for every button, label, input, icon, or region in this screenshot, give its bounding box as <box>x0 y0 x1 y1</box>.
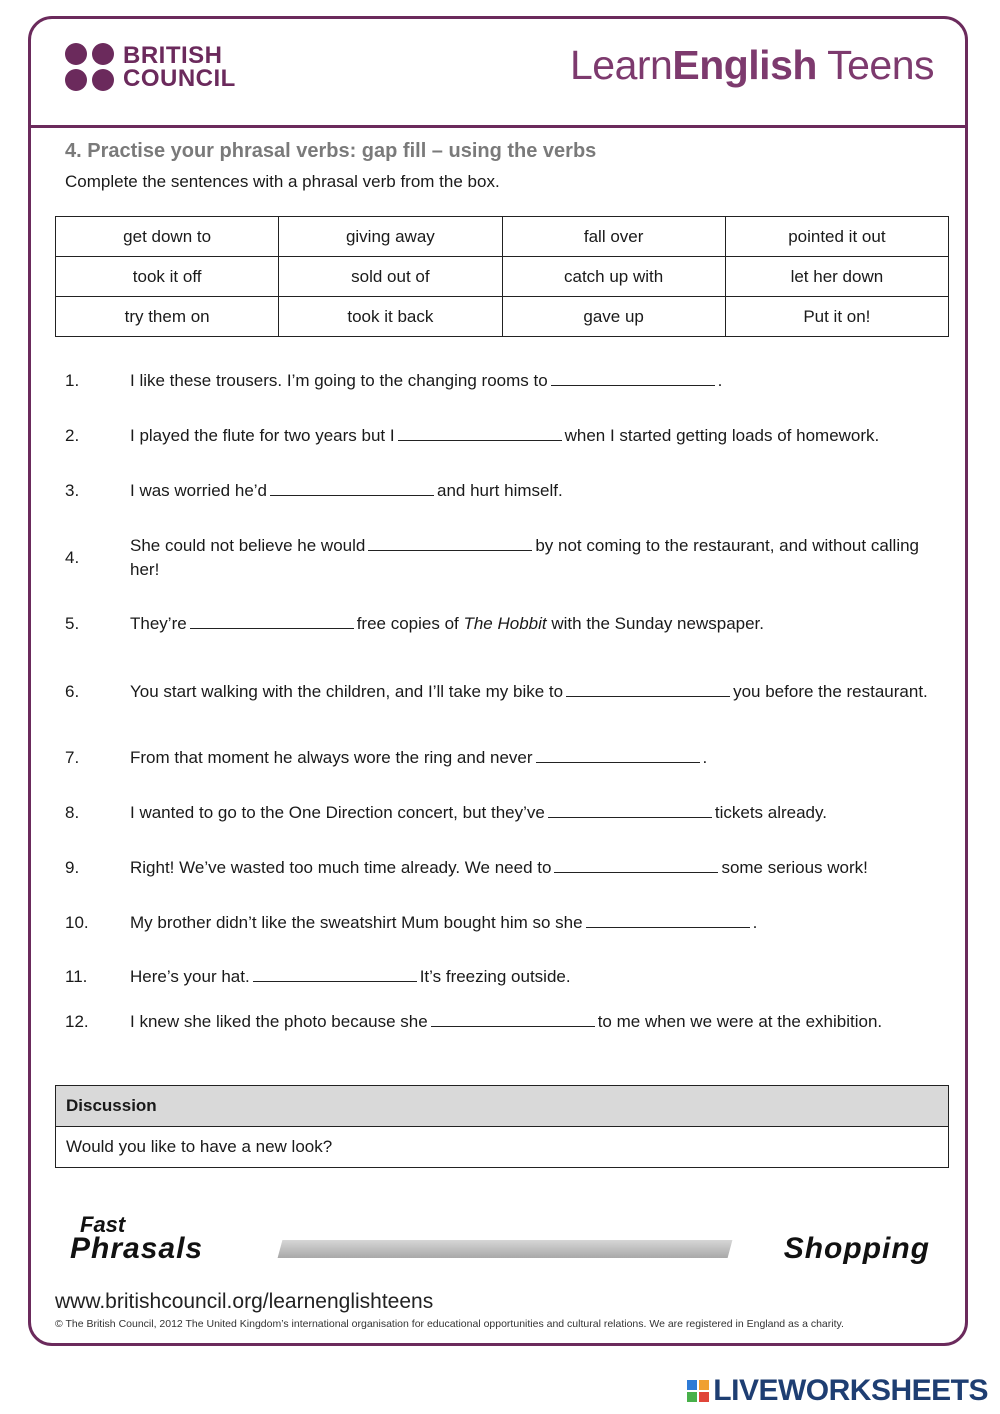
question-text-after: . <box>702 748 708 767</box>
question-number: 2. <box>65 426 80 445</box>
logo-learn: Learn <box>569 42 673 88</box>
banner-fast: Fast <box>80 1212 126 1237</box>
question-text-after: and hurt himself. <box>437 481 563 500</box>
question-text <box>130 612 945 636</box>
question-text-after: free copies of <box>356 614 464 633</box>
verb-box-row <box>56 257 949 297</box>
answer-blank[interactable] <box>270 479 434 496</box>
question-text-before: From that moment he always wore the ring and never <box>130 748 533 767</box>
verb-option: let her down <box>725 257 948 297</box>
logo-line-1: BRITISH <box>123 42 223 69</box>
verb-box-row <box>56 217 949 257</box>
header-divider <box>28 125 968 128</box>
answer-blank[interactable] <box>586 911 750 928</box>
verb-box-row <box>56 297 949 337</box>
verb-option: try them on <box>56 297 279 337</box>
discussion-heading: Discussion <box>56 1086 948 1127</box>
question-text-before: You start walking with the children, and I’ll take my bike to <box>130 682 564 701</box>
question-number: 4. <box>65 548 80 567</box>
answer-blank[interactable] <box>398 424 562 441</box>
question-item <box>65 611 945 637</box>
instructions: Complete the sentences with a phrasal verb from the box. <box>65 172 500 191</box>
question-text-after: It’s freezing outside. <box>419 967 571 986</box>
verb-option: Put it on! <box>725 297 948 337</box>
british-council-logo <box>65 43 236 91</box>
question-text <box>130 369 945 393</box>
question-item <box>65 910 945 936</box>
question-text-after: some serious work! <box>721 858 868 877</box>
question-text-after: when I started getting loads of homework. <box>564 426 880 445</box>
question-text <box>130 965 945 989</box>
answer-blank[interactable] <box>536 746 700 763</box>
question-item <box>65 368 945 394</box>
question-text <box>130 746 945 770</box>
answer-blank[interactable] <box>566 680 730 697</box>
question-number: 1. <box>65 371 80 390</box>
question-number: 6. <box>65 682 80 701</box>
question-text-before: I knew she liked the photo because she <box>130 1012 428 1031</box>
logo-english: English <box>672 42 817 88</box>
question-text-before: My brother didn’t like the sweatshirt Mum bought him so she <box>130 913 583 932</box>
answer-blank[interactable] <box>253 965 417 982</box>
question-item <box>65 423 945 449</box>
liveworksheets-watermark <box>687 1374 988 1408</box>
question-text-before: I like these trousers. I’m going to the changing rooms to <box>130 371 548 390</box>
question-number: 12. <box>65 1012 89 1031</box>
question-text-after: . <box>752 913 758 932</box>
question-text-before: I wanted to go to the One Direction concert, but they’ve <box>130 803 545 822</box>
question-text-after: by not coming to the restaurant, and without calling her! <box>130 536 920 579</box>
question-item <box>65 964 945 990</box>
footer-copyright: © The British Council, 2012 The United Kingdom’s international organisation for educational opportunities and cultural relations. We are registered in England as a charity. <box>55 1318 844 1330</box>
question-text-before: Here’s your hat. <box>130 967 250 986</box>
verb-option: giving away <box>279 217 502 257</box>
verb-option: get down to <box>56 217 279 257</box>
question-item <box>65 666 945 718</box>
liveworksheets-icon <box>687 1380 709 1402</box>
answer-blank[interactable] <box>554 856 718 873</box>
logo-teens: Teens <box>816 42 934 88</box>
book-title: The Hobbit <box>463 614 547 633</box>
question-item <box>65 478 945 504</box>
question-text-after: you before the restaurant. <box>733 682 928 701</box>
question-item <box>65 855 945 881</box>
question-text <box>130 534 945 582</box>
banner-bar <box>278 1240 733 1258</box>
verb-box <box>55 216 949 337</box>
question-number: 5. <box>65 614 80 633</box>
british-council-dots-icon <box>65 43 115 91</box>
answer-blank[interactable] <box>190 612 354 629</box>
question-text-after: tickets already. <box>714 803 827 822</box>
learnenglish-teens-logo <box>570 42 934 89</box>
footer-url[interactable]: www.britishcouncil.org/learnenglishteens <box>55 1290 434 1313</box>
question-text-after: with the Sunday newspaper. <box>546 614 765 633</box>
question-item <box>65 800 945 826</box>
verb-option: gave up <box>502 297 725 337</box>
question-text <box>130 424 945 448</box>
question-number: 10. <box>65 913 89 932</box>
answer-blank[interactable] <box>551 369 715 386</box>
question-text-before: They’re <box>130 614 187 633</box>
question-number: 11. <box>65 967 88 986</box>
verb-option: catch up with <box>502 257 725 297</box>
question-text <box>130 479 945 503</box>
logo-line-2: COUNCIL <box>123 65 236 92</box>
banner-phrasals: Phrasals <box>70 1232 204 1265</box>
question-number: 3. <box>65 481 80 500</box>
question-number: 9. <box>65 858 80 877</box>
answer-blank[interactable] <box>368 534 532 551</box>
question-text <box>130 680 945 704</box>
question-number: 7. <box>65 748 80 767</box>
discussion-question: Would you like to have a new look? <box>66 1137 333 1156</box>
question-text-before: I was worried he’d <box>130 481 268 500</box>
answer-blank[interactable] <box>431 1010 595 1027</box>
banner-topic: Shopping <box>783 1232 930 1265</box>
question-item <box>65 532 945 584</box>
question-number: 8. <box>65 803 80 822</box>
verb-option: sold out of <box>279 257 502 297</box>
question-text-before: She could not believe he would <box>130 536 366 555</box>
section-title: 4. Practise your phrasal verbs: gap fill – using the verbs <box>65 140 597 162</box>
verb-option: took it back <box>279 297 502 337</box>
question-item <box>65 745 945 771</box>
answer-blank[interactable] <box>548 801 712 818</box>
question-text-before: Right! We’ve wasted too much time already. We need to <box>130 858 552 877</box>
liveworksheets-text: LIVEWORKSHEETS <box>713 1374 988 1407</box>
verb-option: fall over <box>502 217 725 257</box>
question-item <box>65 1009 945 1035</box>
question-text-after: to me when we were at the exhibition. <box>597 1012 883 1031</box>
discussion-box <box>55 1085 949 1168</box>
question-text <box>130 911 945 935</box>
question-text-before: I played the flute for two years but I <box>130 426 395 445</box>
question-text-after: . <box>717 371 723 390</box>
question-text <box>130 856 945 880</box>
question-text <box>130 1010 945 1034</box>
question-text <box>130 801 945 825</box>
verb-option: took it off <box>56 257 279 297</box>
fast-phrasals-banner <box>70 1210 930 1270</box>
verb-option: pointed it out <box>725 217 948 257</box>
